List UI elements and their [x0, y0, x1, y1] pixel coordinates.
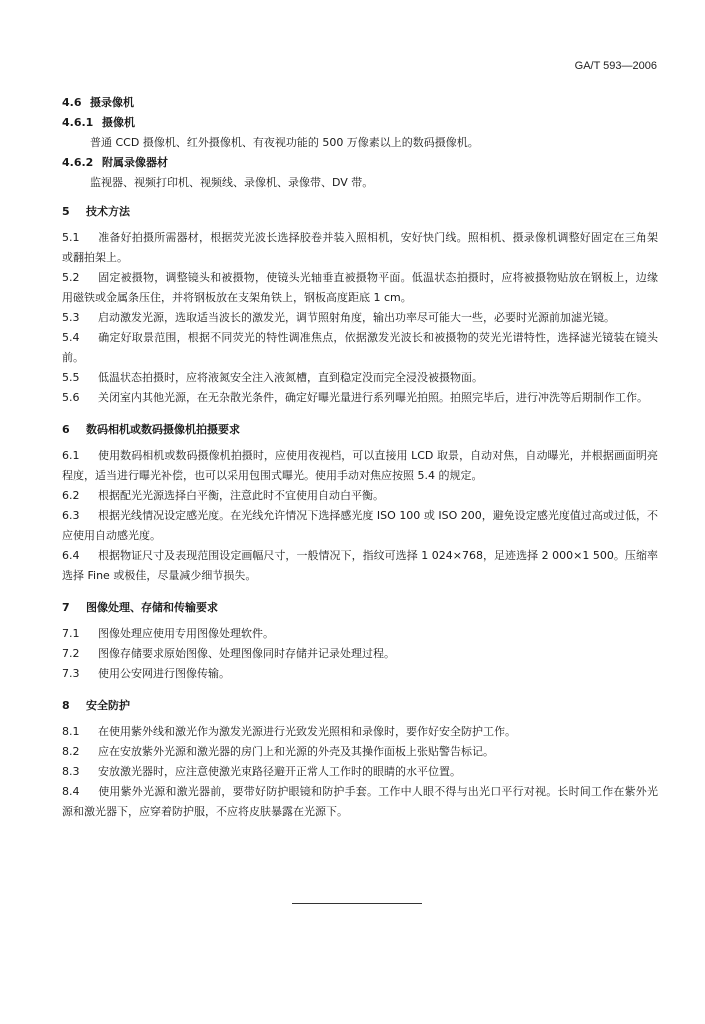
list-item-5-5: 5.5 低温状态拍摄时，应将液氮安全注入液氮槽，直到稳定没而完全浸没被摄物面。: [62, 371, 483, 384]
list-item-6-1: 6.1 使用数码相机或数码摄像机拍摄时，应使用夜视档，可以直接用 LCD 取景，自动对焦，自动曝光，并根据画面明亮程度，适当进行曝光补偿，也可以采用包围式曝光。使用手动对焦应按照 5.4 的规定。: [62, 449, 658, 482]
section-title: 数码相机或数码摄像机拍摄要求: [86, 423, 240, 436]
section-number: 4.6.1: [62, 116, 94, 129]
standard-code: GA/T 593—2006: [574, 60, 657, 72]
list-item-5-3: 5.3 启动激发光源，选取适当波长的激发光，调节照射角度，输出功率尽可能大一些，必要时光源前加滤光镜。: [62, 311, 615, 324]
section-number: 7: [62, 601, 70, 614]
section-4-6-1-heading: [62, 116, 658, 130]
section-title: 摄像机: [102, 116, 135, 129]
section-title: 摄录像机: [90, 96, 134, 109]
section-number: 5: [62, 205, 70, 218]
list-item-5-6: 5.6 关闭室内其他光源，在无杂散光条件，确定好曝光量进行系列曝光拍照。拍照完毕后，进行冲洗等后期制作工作。: [62, 391, 648, 404]
document-body: [62, 96, 658, 822]
list-item-6-3: 6.3 根据光线情况设定感光度。在光线允许情况下选择感光度 ISO 100 或 ISO 200，避免设定感光度值过高或过低，不应使用自动感光度。: [62, 509, 658, 542]
list-item-8-3: 8.3 安放激光器时，应注意使激光束路径避开正常人工作时的眼睛的水平位置。: [62, 765, 461, 778]
list-item-7-2: 7.2 图像存储要求原始图像、处理图像同时存储并记录处理过程。: [62, 647, 395, 660]
section-number: 4.6.2: [62, 156, 94, 169]
section-title: 技术方法: [86, 205, 130, 218]
list-item-6-2: 6.2 根据配光光源选择白平衡，注意此时不宜使用自动白平衡。: [62, 489, 384, 502]
section-4-6-heading: [62, 96, 658, 110]
list-item-5-4: 5.4 确定好取景范围，根据不同荧光的特性调准焦点，依据激发光波长和被摄物的荧光光谱特性，选择滤光镜装在镜头前。: [62, 331, 658, 364]
list-item-6-4: 6.4 根据物证尺寸及表现范围设定画幅尺寸，一般情况下，指纹可选择 1 024×768，足迹选择 2 000×1 500。压缩率选择 Fine 或极佳，尽量减少细节损失。: [62, 549, 658, 582]
list-item-7-1: 7.1 图像处理应使用专用图像处理软件。: [62, 627, 274, 640]
section-6-heading: [62, 420, 658, 440]
list-item-7-3: 7.3 使用公安网进行图像传输。: [62, 667, 230, 680]
section-number: 4.6: [62, 96, 82, 109]
section-number: 6: [62, 423, 70, 436]
list-item-5-2: 5.2 固定被摄物，调整镜头和被摄物，使镜头光轴垂直被摄物平面。低温状态拍摄时，应将被摄物贴放在钢板上，边缘用磁铁或金属条压住，并将钢板放在支架角铁上，钢板高度距底 1 cm。: [62, 271, 658, 304]
section-title: 图像处理、存储和传输要求: [86, 601, 218, 614]
section-4-6-2-heading: [62, 156, 658, 170]
section-number: 8: [62, 699, 70, 712]
section-8-heading: [62, 696, 658, 716]
section-4-6-1-text: 普通 CCD 摄像机、红外摄像机、有夜视功能的 500 万像素以上的数码摄像机。: [90, 136, 479, 149]
list-item-8-4: 8.4 使用紫外光源和激光器前，要带好防护眼镜和防护手套。工作中人眼不得与出光口平行对视。长时间工作在紫外光源和激光器下，应穿着防护服，不应将皮肤暴露在光源下。: [62, 785, 658, 818]
section-7-heading: [62, 598, 658, 618]
list-item-8-2: 8.2 应在安放紫外光源和激光器的房门上和光源的外壳及其操作面板上张贴警告标记。: [62, 745, 494, 758]
list-item-5-1: 5.1 准备好拍摄所需器材，根据荧光波长选择胶卷并装入照相机，安好快门线。照相机、摄录像机调整好固定在三角架或翻拍架上。: [62, 231, 658, 264]
section-5-heading: [62, 202, 658, 222]
list-item-8-1: 8.1 在使用紫外线和激光作为激发光源进行光致发光照相和录像时，要作好安全防护工作。: [62, 725, 516, 738]
section-4-6-2-text: 监视器、视频打印机、视频线、录像机、录像带、DV 带。: [90, 176, 374, 189]
section-title: 附属录像器材: [102, 156, 168, 169]
end-rule: [292, 903, 422, 904]
section-title: 安全防护: [86, 699, 130, 712]
